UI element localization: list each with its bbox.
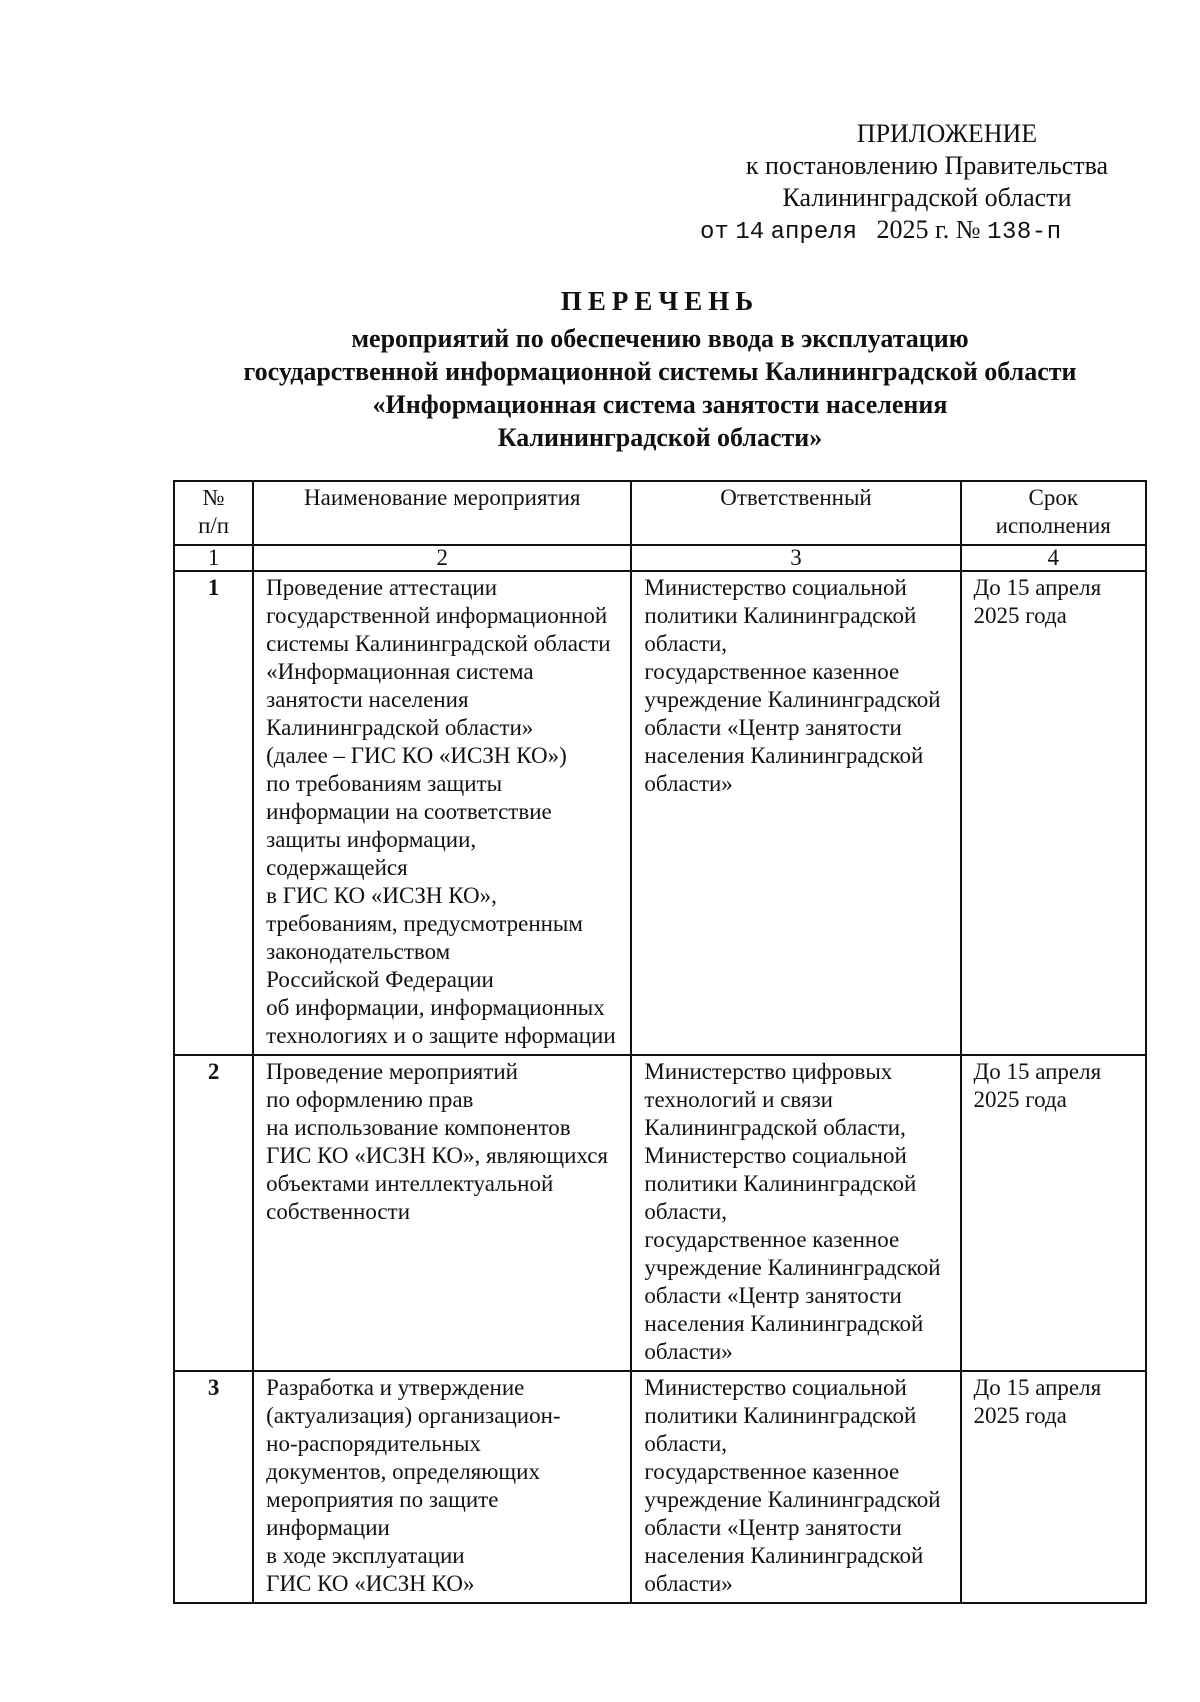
row-name: Проведение аттестации государственной информационной системы Калининградской области «Информационная система занятости населения Калининградской области» (далее – ГИС КО «ИСЗН КО») по требованиям защиты информации на соответствие защиты информации, содержащейся в ГИС КО «ИСЗН КО», требованиям, предусмотренным законодательством Российской Федерации об информации, информационных технологиях и о защите нформации	[253, 571, 631, 1055]
date-prefix: от	[700, 219, 729, 246]
appendix-title: ПРИЛОЖЕНИЕ	[856, 119, 1038, 148]
column-numbers-row	[174, 545, 1146, 571]
heading-line-2: государственной информационной системы Калининградской области	[243, 357, 1077, 386]
heading-line-4: Калининградской области»	[497, 423, 823, 452]
row-deadline: До 15 апреля 2025 года	[961, 571, 1146, 1055]
header-number: № п/п	[174, 481, 253, 545]
heading-line-1: мероприятий по обеспечению ввода в эксплуатацию	[351, 324, 969, 353]
appendix-line-2: Калининградской области	[782, 183, 1072, 212]
appendix-date-line	[700, 214, 1152, 249]
row-responsible: Министерство цифровых технологий и связи Калининградской области, Министерство социальной политики Калининградской области, государственное казенное учреждение Калининградской области «Центр занятости населения Калининградской области»	[631, 1055, 960, 1371]
table-header-row	[174, 481, 1146, 545]
row-number: 1	[174, 571, 253, 1055]
row-responsible: Министерство социальной политики Калининградской области, государственное казенное учреждение Калининградской области «Центр занятости населения Калининградской области»	[631, 1371, 960, 1603]
column-number-2: 2	[253, 545, 631, 571]
appendix-line-1: к постановлению Правительства	[745, 151, 1109, 180]
row-number: 2	[174, 1055, 253, 1371]
header-responsible: Ответственный	[631, 481, 960, 545]
table-row	[174, 571, 1146, 1055]
row-number: 3	[174, 1371, 253, 1603]
header-name: Наименование мероприятия	[253, 481, 631, 545]
column-number-3: 3	[631, 545, 960, 571]
column-number-1: 1	[174, 545, 253, 571]
header-deadline: Срок исполнения	[961, 481, 1146, 545]
date-day: 14	[735, 219, 765, 246]
measures-table	[173, 480, 1147, 1604]
date-year: 2025	[876, 215, 929, 244]
row-deadline: До 15 апреля 2025 года	[961, 1055, 1146, 1371]
date-year-suffix: г. №	[935, 215, 981, 244]
row-name: Разработка и утверждение (актуализация) организацион- но-распорядительных документов, определяющих мероприятия по защите информации в ходе эксплуатации ГИС КО «ИСЗН КО»	[253, 1371, 631, 1603]
row-name: Проведение мероприятий по оформлению прав на использование компонентов ГИС КО «ИСЗН КО», являющихся объектами интеллектуальной собственности	[253, 1055, 631, 1371]
doc-number: 138-п	[987, 219, 1062, 246]
date-month: апреля	[770, 219, 858, 246]
row-deadline: До 15 апреля 2025 года	[961, 1371, 1146, 1603]
heading-line-3: «Информационная система занятости населения	[372, 390, 948, 419]
row-responsible: Министерство социальной политики Калининградской области, государственное казенное учреждение Калининградской области «Центр занятости населения Калининградской области»	[631, 571, 960, 1055]
document-heading	[160, 285, 1160, 454]
table-row	[174, 1371, 1146, 1603]
appendix-stamp	[702, 118, 1152, 249]
column-number-4: 4	[961, 545, 1146, 571]
heading-title: ПЕРЕЧЕНЬ	[560, 286, 760, 316]
table-row	[174, 1055, 1146, 1371]
